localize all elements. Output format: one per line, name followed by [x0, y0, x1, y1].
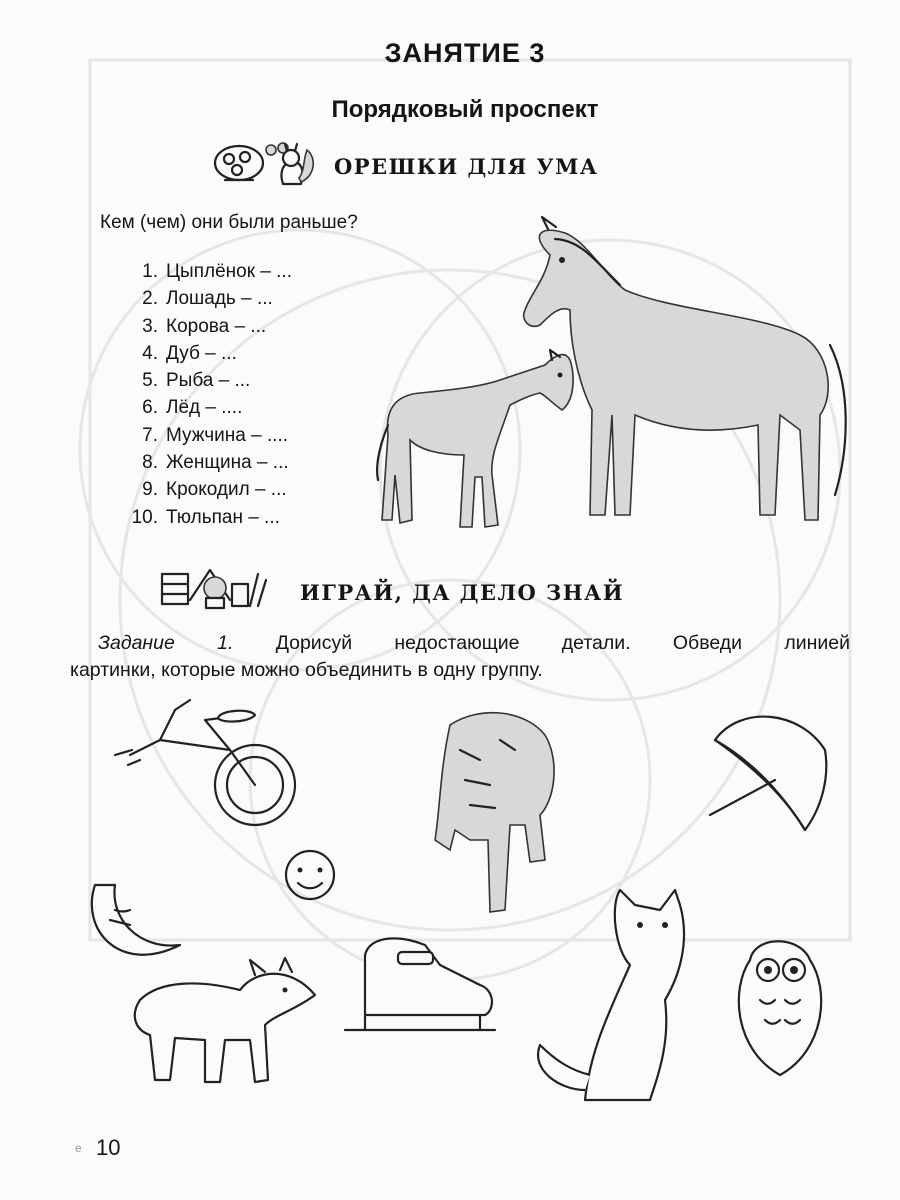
item-text: Корова – ...	[166, 315, 267, 337]
item-text: Рыба – ...	[166, 370, 251, 392]
item-number: 4.	[142, 342, 158, 364]
task-line-1-text: Дорисуй недостающие детали. Обведи линией	[275, 632, 850, 654]
item-number: 7.	[142, 424, 158, 446]
item-text: Крокодил – ...	[166, 479, 287, 501]
list-item	[128, 394, 292, 421]
list-item	[128, 258, 292, 285]
owl-icon	[739, 941, 821, 1075]
foal-icon	[377, 350, 573, 527]
item-number: 10.	[131, 506, 158, 528]
list-item	[128, 340, 292, 367]
item-number: 5.	[142, 370, 158, 392]
list-item	[128, 504, 292, 531]
horse-and-foal-illustration	[380, 215, 850, 545]
task-instructions	[70, 630, 850, 684]
section-title-play: ИГРАЙ, ДА ДЕЛО ЗНАЙ	[300, 580, 625, 605]
fox-icon	[135, 958, 315, 1082]
list-item	[128, 285, 292, 312]
list-item	[128, 449, 292, 476]
tiger-icon	[435, 713, 554, 912]
lesson-title: ЗАНЯТИЕ 3	[384, 38, 546, 68]
item-text: Женщина – ...	[166, 452, 289, 474]
task-line-2: картинки, которые можно объединить в одну группу.	[70, 659, 543, 681]
task-pictures	[0, 690, 900, 1140]
list-item	[128, 313, 292, 340]
bicycle-icon	[115, 700, 295, 825]
crescent-moon-icon	[92, 885, 180, 955]
item-number: 8.	[142, 452, 158, 474]
lesson-subtitle: Порядковый проспект	[331, 96, 599, 123]
item-number: 1.	[142, 261, 158, 282]
list-item	[128, 422, 292, 449]
umbrella-icon	[710, 717, 826, 830]
list-item	[128, 476, 292, 503]
squirrel-with-nuts-icon	[207, 138, 319, 190]
ice-skate-icon	[345, 938, 495, 1030]
item-text: Тюльпан – ...	[166, 506, 280, 528]
item-text: Лошадь – ...	[166, 288, 273, 310]
riddle-list	[128, 258, 292, 531]
item-text: Цыплёнок – ...	[166, 261, 292, 282]
item-number: 2.	[142, 288, 158, 310]
item-text: Лёд – ....	[166, 397, 243, 419]
list-item	[128, 367, 292, 394]
item-number: 3.	[142, 315, 158, 337]
page-number: 10	[96, 1135, 121, 1160]
task-label: Задание 1.	[98, 632, 234, 654]
sun-face-icon	[286, 851, 334, 899]
item-number: 6.	[142, 397, 158, 419]
page-mark: e	[75, 1141, 82, 1155]
item-number: 9.	[142, 479, 158, 501]
item-text: Мужчина – ....	[166, 424, 289, 446]
item-text: Дуб – ...	[166, 342, 237, 364]
boy-with-toys-icon	[160, 560, 270, 610]
wolf-icon	[538, 890, 684, 1100]
task-line-1	[70, 630, 850, 657]
riddle-question: Кем (чем) они были раньше?	[100, 212, 358, 233]
section-title-nuts: ОРЕШКИ ДЛЯ УМА	[334, 154, 599, 179]
